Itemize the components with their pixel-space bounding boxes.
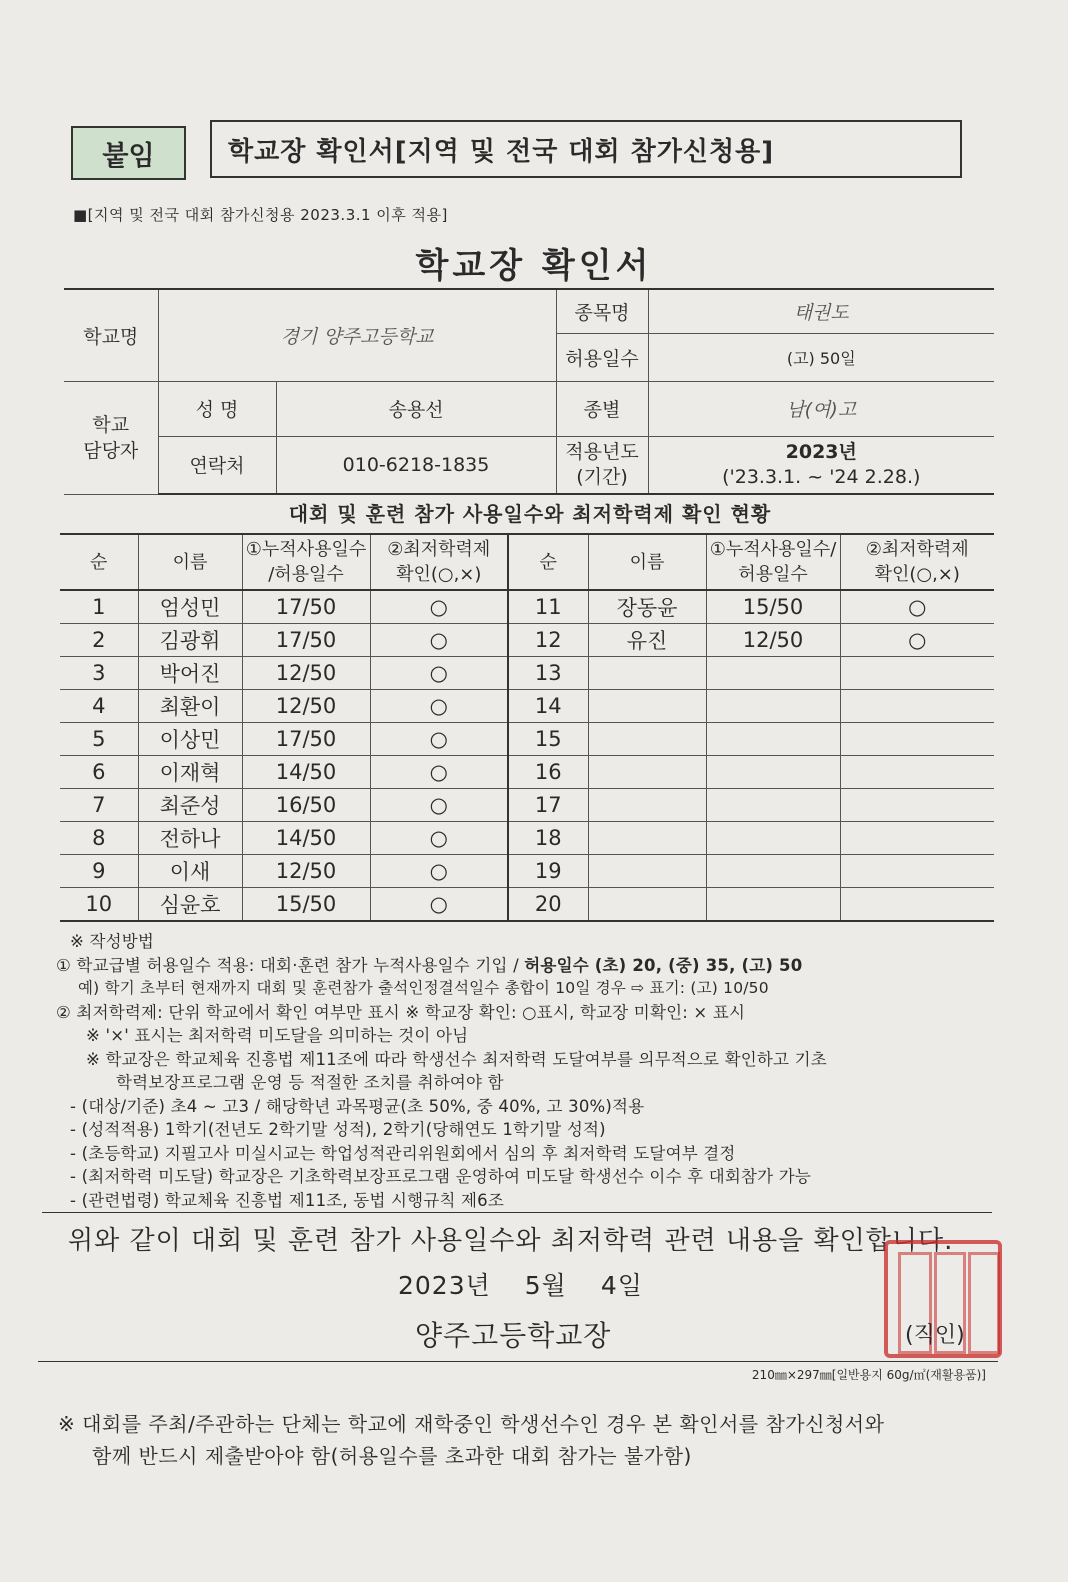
date-year: 2023년: [398, 1271, 491, 1300]
row-check: [840, 723, 994, 756]
footer-line-1: ※ 대회를 주최/주관하는 단체는 학교에 재학중인 학생선수인 경우 본 확인서를 참가신청서와: [58, 1412, 885, 1436]
row-check: [840, 657, 994, 690]
header-no-left: 순: [60, 534, 138, 590]
row-check: ○: [840, 624, 994, 657]
footer-note: [58, 1408, 884, 1472]
header-days-left: ①누적사용일수 /허용일수: [242, 534, 370, 590]
manager-label: 학교 담당자: [64, 381, 158, 494]
divider: [42, 1212, 992, 1213]
row-name: [588, 657, 706, 690]
name-label: 성 명: [158, 381, 276, 436]
row-days: [706, 789, 840, 822]
year-cell: [648, 436, 994, 494]
instruction-1-allowed-days: 허용일수 (초) 20, (중) 35, (고) 50: [524, 955, 803, 975]
row-days: 17/50: [242, 723, 370, 756]
year-label: 적용년도 (기간): [556, 436, 648, 494]
applicability-note: ■[지역 및 전국 대회 참가신청용 2023.3.1 이후 적용]: [73, 206, 448, 224]
row-days: 12/50: [242, 657, 370, 690]
year-value: 2023년: [785, 440, 857, 463]
row-name: 이재혁: [138, 756, 242, 789]
table-row: [60, 822, 994, 855]
row-days: [706, 822, 840, 855]
row-no: 12: [508, 624, 588, 657]
row-name: 박어진: [138, 657, 242, 690]
row-check: ○: [370, 855, 508, 888]
row-no: 18: [508, 822, 588, 855]
row-days: [706, 855, 840, 888]
row-check: [840, 822, 994, 855]
row-no: 5: [60, 723, 138, 756]
header-no-right: 순: [508, 534, 588, 590]
row-name: 김광휘: [138, 624, 242, 657]
row-check: ○: [370, 657, 508, 690]
confirmation-date: [398, 1266, 677, 1302]
document-header-title: 학교장 확인서[지역 및 전국 대회 참가신청용]: [210, 120, 962, 178]
row-days: 17/50: [242, 624, 370, 657]
instruction-target: - (대상/기준) 초4 ~ 고3 / 해당학년 과목평균(초 50%, 중 40%, 고 30%)적용: [70, 1096, 645, 1116]
table-row: [60, 723, 994, 756]
row-check: ○: [370, 590, 508, 624]
gender-value: 남(여)고: [648, 381, 994, 436]
instructions-heading: ※ 작성방법: [70, 932, 155, 951]
row-name: 최준성: [138, 789, 242, 822]
header-days-right: ①누적사용일수/ 허용일수: [706, 534, 840, 590]
row-no: 15: [508, 723, 588, 756]
instruction-note-2: ※ 학교장은 학교체육 진흥법 제11조에 따라 학생선수 최저학력 도달여부를 의무적으로 확인하고 기초: [86, 1049, 827, 1069]
header-check-left: ②최저학력제 확인(○,×): [370, 534, 508, 590]
row-check: ○: [370, 822, 508, 855]
row-name: 장동윤: [588, 590, 706, 624]
instruction-elementary: - (초등학교) 지필고사 미실시교는 학업성적관리위원회에서 심의 후 최저학력 도달여부 결정: [70, 1143, 736, 1163]
footer-line-2: 함께 반드시 제출받아야 함(허용일수를 초과한 대회 참가는 불가함): [92, 1444, 692, 1468]
row-check: [840, 789, 994, 822]
row-no: 20: [508, 888, 588, 922]
row-no: 7: [60, 789, 138, 822]
sport-value: 태권도: [648, 289, 994, 333]
row-check: [840, 855, 994, 888]
row-name: [588, 690, 706, 723]
table-row: [60, 888, 994, 922]
date-day: 4일: [600, 1271, 643, 1300]
attachment-tag: 붙임: [71, 126, 186, 180]
row-days: 14/50: [242, 756, 370, 789]
header-name-right: 이름: [588, 534, 706, 590]
date-month: 5월: [524, 1271, 567, 1300]
allowed-days-value: (고) 50일: [648, 333, 994, 381]
period-value: ('23.3.1. ~ '24 2.28.): [722, 465, 921, 488]
table-row: [60, 657, 994, 690]
row-name: 심윤호: [138, 888, 242, 922]
row-days: [706, 888, 840, 922]
table-row: [60, 756, 994, 789]
row-no: 19: [508, 855, 588, 888]
info-table: [64, 288, 994, 495]
table-row: [60, 590, 994, 624]
row-no: 4: [60, 690, 138, 723]
paper-spec: 210㎜×297㎜[일반용지 60g/㎡(재활용품)]: [751, 1368, 986, 1382]
instruction-1-text: ① 학교급별 허용일수 적용: 대회·훈련 참가 누적사용일수 기입 /: [56, 955, 525, 975]
header-check-right: ②최저학력제 확인(○,×): [840, 534, 994, 590]
row-no: 11: [508, 590, 588, 624]
confirmation-text: 위와 같이 대회 및 훈련 참가 사용일수와 최저학력 관련 내용을 확인합니다.: [68, 1226, 954, 1256]
row-name: [588, 756, 706, 789]
divider-bottom: [38, 1361, 998, 1362]
row-name: 최환이: [138, 690, 242, 723]
name-value: 송용선: [276, 381, 556, 436]
row-days: 16/50: [242, 789, 370, 822]
allowed-days-label: 허용일수: [556, 333, 648, 381]
row-no: 10: [60, 888, 138, 922]
row-check: ○: [370, 756, 508, 789]
row-days: [706, 690, 840, 723]
row-days: 17/50: [242, 590, 370, 624]
row-name: 전하나: [138, 822, 242, 855]
instruction-note-1: ※ '×' 표시는 최저학력 미도달을 의미하는 것이 아님: [86, 1026, 469, 1045]
row-name: [588, 723, 706, 756]
signer-name: 양주고등학교장: [415, 1319, 612, 1352]
row-check: [840, 756, 994, 789]
row-days: 12/50: [706, 624, 840, 657]
row-name: 이상민: [138, 723, 242, 756]
school-value: 경기 양주고등학교: [158, 289, 556, 381]
contact-value: 010-6218-1835: [276, 436, 556, 494]
row-no: 14: [508, 690, 588, 723]
row-days: [706, 723, 840, 756]
row-days: 15/50: [706, 590, 840, 624]
row-name: [588, 789, 706, 822]
row-no: 3: [60, 657, 138, 690]
table-row: [60, 624, 994, 657]
row-check: [840, 690, 994, 723]
row-days: 12/50: [242, 690, 370, 723]
row-name: [588, 888, 706, 922]
section-title: 대회 및 훈련 참가 사용일수와 최저학력제 확인 현황: [288, 502, 772, 526]
row-check: ○: [370, 789, 508, 822]
instruction-line-2: ② 최저학력제: 단위 학교에서 확인 여부만 표시 ※ 학교장 확인: ○표시, 학교장 미확인: × 표시: [56, 1002, 746, 1022]
row-no: 6: [60, 756, 138, 789]
row-days: 15/50: [242, 888, 370, 922]
table-header-row: [60, 534, 994, 590]
row-no: 17: [508, 789, 588, 822]
row-no: 16: [508, 756, 588, 789]
athlete-table: [60, 533, 994, 922]
instructions: [56, 930, 1006, 1212]
instruction-grades: - (성적적용) 1학기(전년도 2학기말 성적), 2학기(당해연도 1학기말 성적): [70, 1120, 606, 1139]
table-row: [60, 789, 994, 822]
row-name: 이새: [138, 855, 242, 888]
table-row: [60, 690, 994, 723]
row-no: 1: [60, 590, 138, 624]
row-days: [706, 657, 840, 690]
sport-label: 종목명: [556, 289, 648, 333]
school-label: 학교명: [64, 289, 158, 381]
row-check: ○: [370, 690, 508, 723]
row-no: 2: [60, 624, 138, 657]
header-name-left: 이름: [138, 534, 242, 590]
seal-label: (직인): [905, 1323, 965, 1348]
row-no: 13: [508, 657, 588, 690]
row-name: 엄성민: [138, 590, 242, 624]
instruction-note-2-cont: 학력보장프로그램 운영 등 적절한 조치를 취하여야 함: [116, 1073, 504, 1092]
gender-label: 종별: [556, 381, 648, 436]
table-row: [60, 855, 994, 888]
row-name: [588, 855, 706, 888]
instruction-line-1: [56, 954, 1006, 978]
row-days: 12/50: [242, 855, 370, 888]
row-check: ○: [370, 624, 508, 657]
contact-label: 연락처: [158, 436, 276, 494]
row-check: [840, 888, 994, 922]
row-name: [588, 822, 706, 855]
row-days: 14/50: [242, 822, 370, 855]
row-no: 8: [60, 822, 138, 855]
row-no: 9: [60, 855, 138, 888]
row-check: ○: [370, 888, 508, 922]
row-check: ○: [840, 590, 994, 624]
instruction-example: 예) 학기 초부터 현재까지 대회 및 훈련참가 출석인정결석일수 총합이 10일 경우 ⇨ 표기: (고) 10/50: [78, 979, 769, 997]
instruction-law: - (관련법령) 학교체육 진흥법 제11조, 동법 시행규칙 제6조: [70, 1190, 504, 1210]
row-days: [706, 756, 840, 789]
instruction-below-minimum: - (최저학력 미도달) 학교장은 기초학력보장프로그램 운영하여 미도달 학생선수 이수 후 대회참가 가능: [70, 1167, 812, 1186]
row-name: 유진: [588, 624, 706, 657]
row-check: ○: [370, 723, 508, 756]
page-title: 학교장 확인서: [415, 246, 653, 286]
